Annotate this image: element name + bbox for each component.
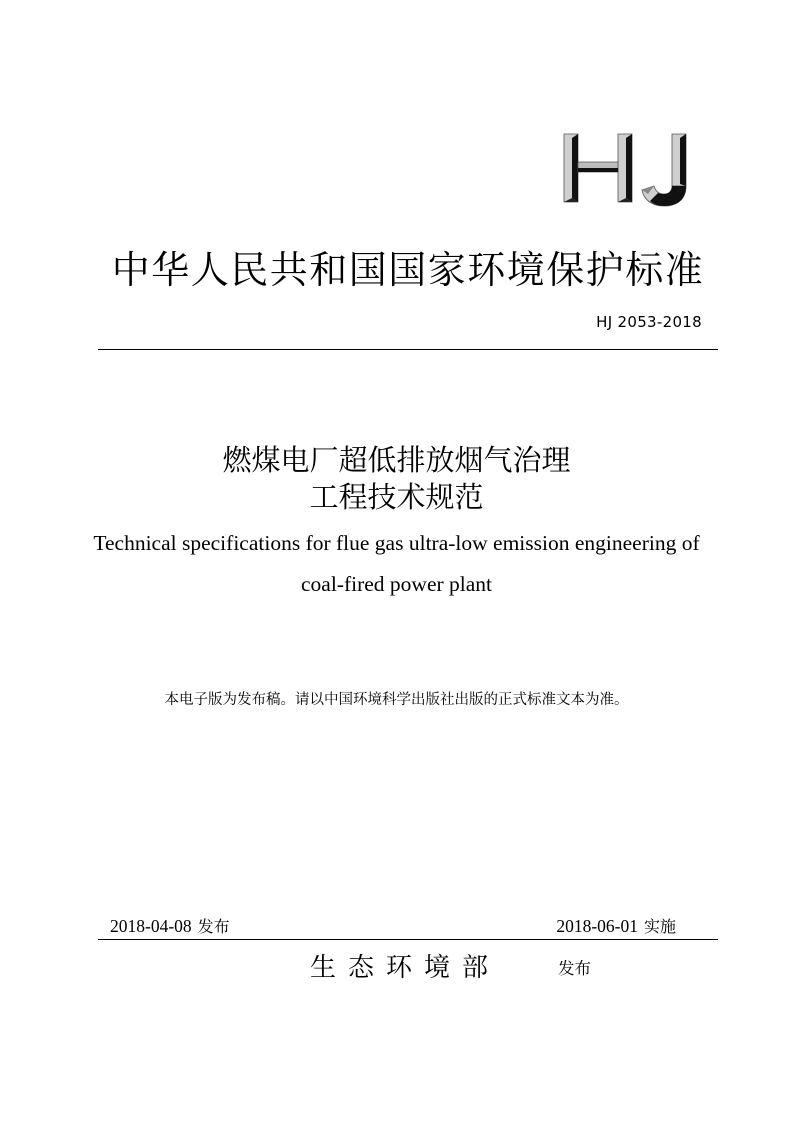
issue-date: 2018-04-08 [110, 916, 192, 936]
hj-logo-icon [558, 128, 694, 208]
header-divider [98, 349, 718, 350]
chinese-title-line-1: 燃煤电厂超低排放烟气治理 [222, 443, 571, 477]
issue-label: 发布 [197, 917, 230, 936]
standard-code: HJ 2053-2018 [596, 313, 702, 331]
english-title-line-1: Technical specifications for flue gas ultra-low emission engineering of [93, 531, 700, 555]
chinese-title-line-2: 工程技术规范 [309, 480, 484, 514]
ministry-action-label: 发布 [558, 959, 591, 978]
issuing-ministry: 生态环境部 [310, 953, 501, 983]
edition-note: 本电子版为发布稿。请以中国环境科学出版社出版的正式标准文本为准。 [164, 692, 629, 708]
effective-label: 实施 [643, 917, 676, 936]
footer-divider [98, 939, 718, 940]
hj-logo [558, 128, 694, 208]
effective-date-block [556, 915, 676, 938]
issue-date-block [110, 915, 230, 938]
issuing-body-title: 中华人民共和国国家环境保护标准 [111, 248, 705, 292]
effective-date: 2018-06-01 [556, 916, 638, 936]
english-title-line-2: coal-fired power plant [300, 572, 493, 596]
